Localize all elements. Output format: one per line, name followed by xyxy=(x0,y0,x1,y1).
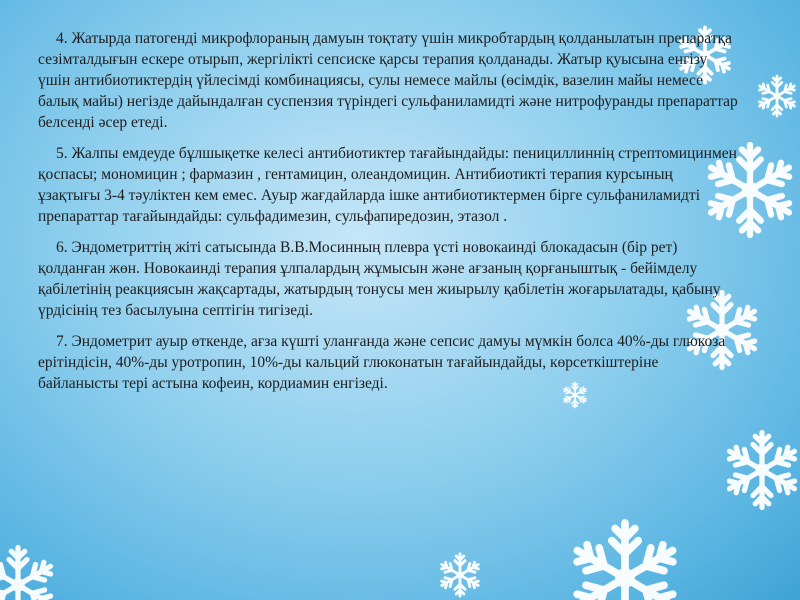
snowflake-icon xyxy=(439,554,480,596)
paragraph-5: 5. Жалпы емдеуде бұлшықетке келесі антибиотиктер тағайындайды: пенициллиннің стрептомицинмен қоспасы; мономицин ; фармазин , гентамицин, олеандомицин. Антибиотикті терапия курсының ұзақтығы 3-4 тәуліктен кем емес. Ауыр жағдайларда ішке антибиотиктермен бірге сульфаниламидті препараттар тағайындайды: сульфадимезин, сульфапиредозин, этазол . xyxy=(38,145,737,225)
snowflake-icon xyxy=(571,523,679,600)
paragraph-6: 6. Эндометриттің жіті сатысында В.В.Мосинның плевра үсті новокаинді блокадасын (бір рет) қолданған жөн. Новокаинді терапия ұлпалардың жұмысын және ағзаның қорғаныштық - бейімделу қабілетінің реакциясын жақсартады, жатырдың тонусы мен жиырылу қабілетін жоғарылатады, қабыну үрдісінің тез басылуына септігін тигізеді. xyxy=(38,239,721,319)
paragraph-4: 4. Жатырда патогенді микрофлораның дамуын тоқтату үшін микробтардың қолданылатын препаратқа сезімталдығын ескере отырып, жергілікті сепсиске қарсы терапия қолданады. Жатыр қуысына енгізу үшін антибиотиктердің үйлесімді комбинациясы, сулы немесе майлы (өсімдік, вазелин майы немесе балық майы) негізде дайындалған суспензия түріндегі сульфаниламидті және нитрофуранды препараттар белсенді әсер етеді. xyxy=(38,30,738,131)
snowflake-icon xyxy=(757,76,796,116)
slide-content xyxy=(38,28,738,404)
snowflake-icon xyxy=(725,433,799,508)
snowflake-icon xyxy=(0,548,55,600)
paragraph-7: 7. Эндометрит ауыр өткенде, ағза күшті уланғанда және сепсис дамуы мүмкін болса 40%-ды глюкоза ерітіндісін, 40%-ды уротропин, 10%-ды кальций глюконатын тағайындайды, көрсеткіштеріне байланысты тері астына кофеин, кордиамин енгізеді. xyxy=(38,333,726,392)
